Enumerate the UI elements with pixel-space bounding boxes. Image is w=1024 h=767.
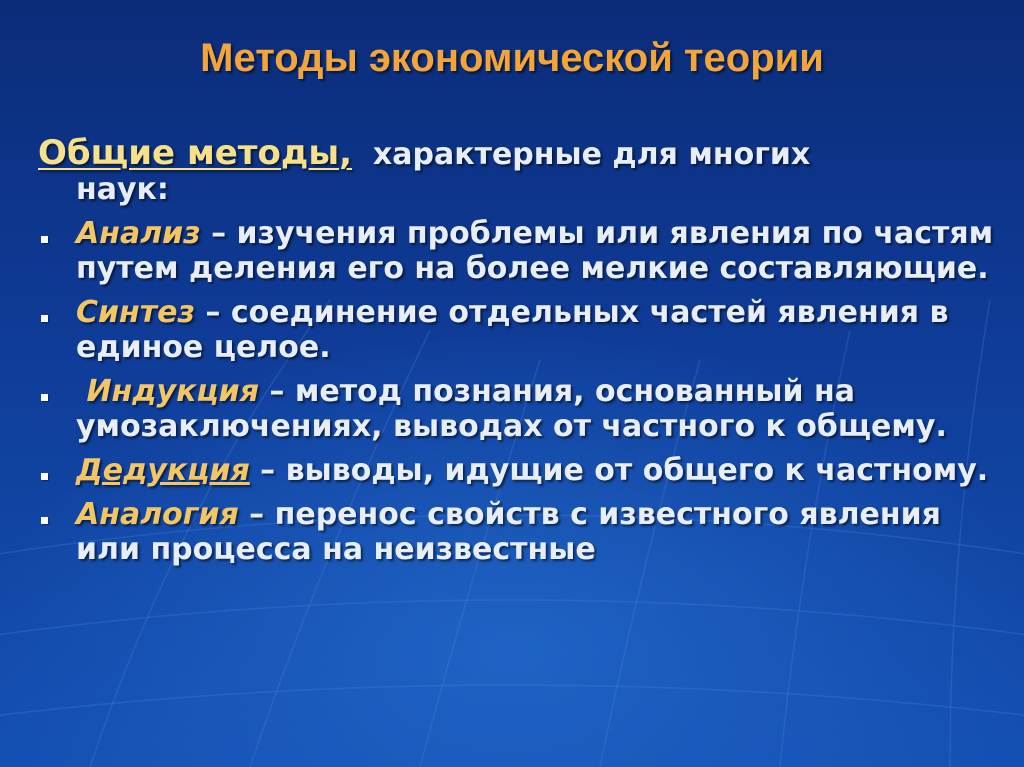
- intro-paragraph: [38, 133, 998, 207]
- bullet-icon: [41, 517, 48, 524]
- bullet-icon: [41, 236, 48, 243]
- list-item-induction: [38, 374, 998, 444]
- definition-deduction: – выводы, идущие от общего к частному.: [249, 453, 989, 488]
- term-analogy: Аналогия: [76, 497, 239, 532]
- list-item-synthesis: [38, 295, 998, 365]
- term-synthesis: Синтез: [76, 295, 195, 330]
- term-induction: Индукция: [86, 374, 259, 409]
- definition-synthesis: – соединение отдельных частей явления в единое целое.: [76, 295, 949, 365]
- definition-analogy: – перенос свойств с известного явления или процесса на неизвестные: [76, 497, 941, 567]
- intro-heading: Общие методы,: [38, 133, 352, 173]
- intro-text-line2: наук:: [76, 172, 169, 207]
- list-item-analysis: [38, 216, 998, 286]
- bullet-icon: [41, 473, 48, 480]
- content-area: [38, 133, 998, 567]
- bullet-icon: [41, 315, 48, 322]
- term-deduction: Дедукция: [76, 453, 250, 488]
- term-analysis: Анализ: [76, 216, 201, 251]
- slide-title: Методы экономической теории: [200, 36, 824, 80]
- definition-induction: – метод познания, основанный на умозаключениях, выводах от частного к общему.: [76, 374, 947, 444]
- bullet-icon: [41, 394, 48, 401]
- intro-text-line1: характерные для многих: [372, 137, 811, 172]
- definition-analysis: – изучения проблемы или явления по частям путем деления его на более мелкие составляющие.: [76, 216, 994, 286]
- list-item-deduction: [38, 453, 998, 488]
- list-item-analogy: [38, 497, 998, 567]
